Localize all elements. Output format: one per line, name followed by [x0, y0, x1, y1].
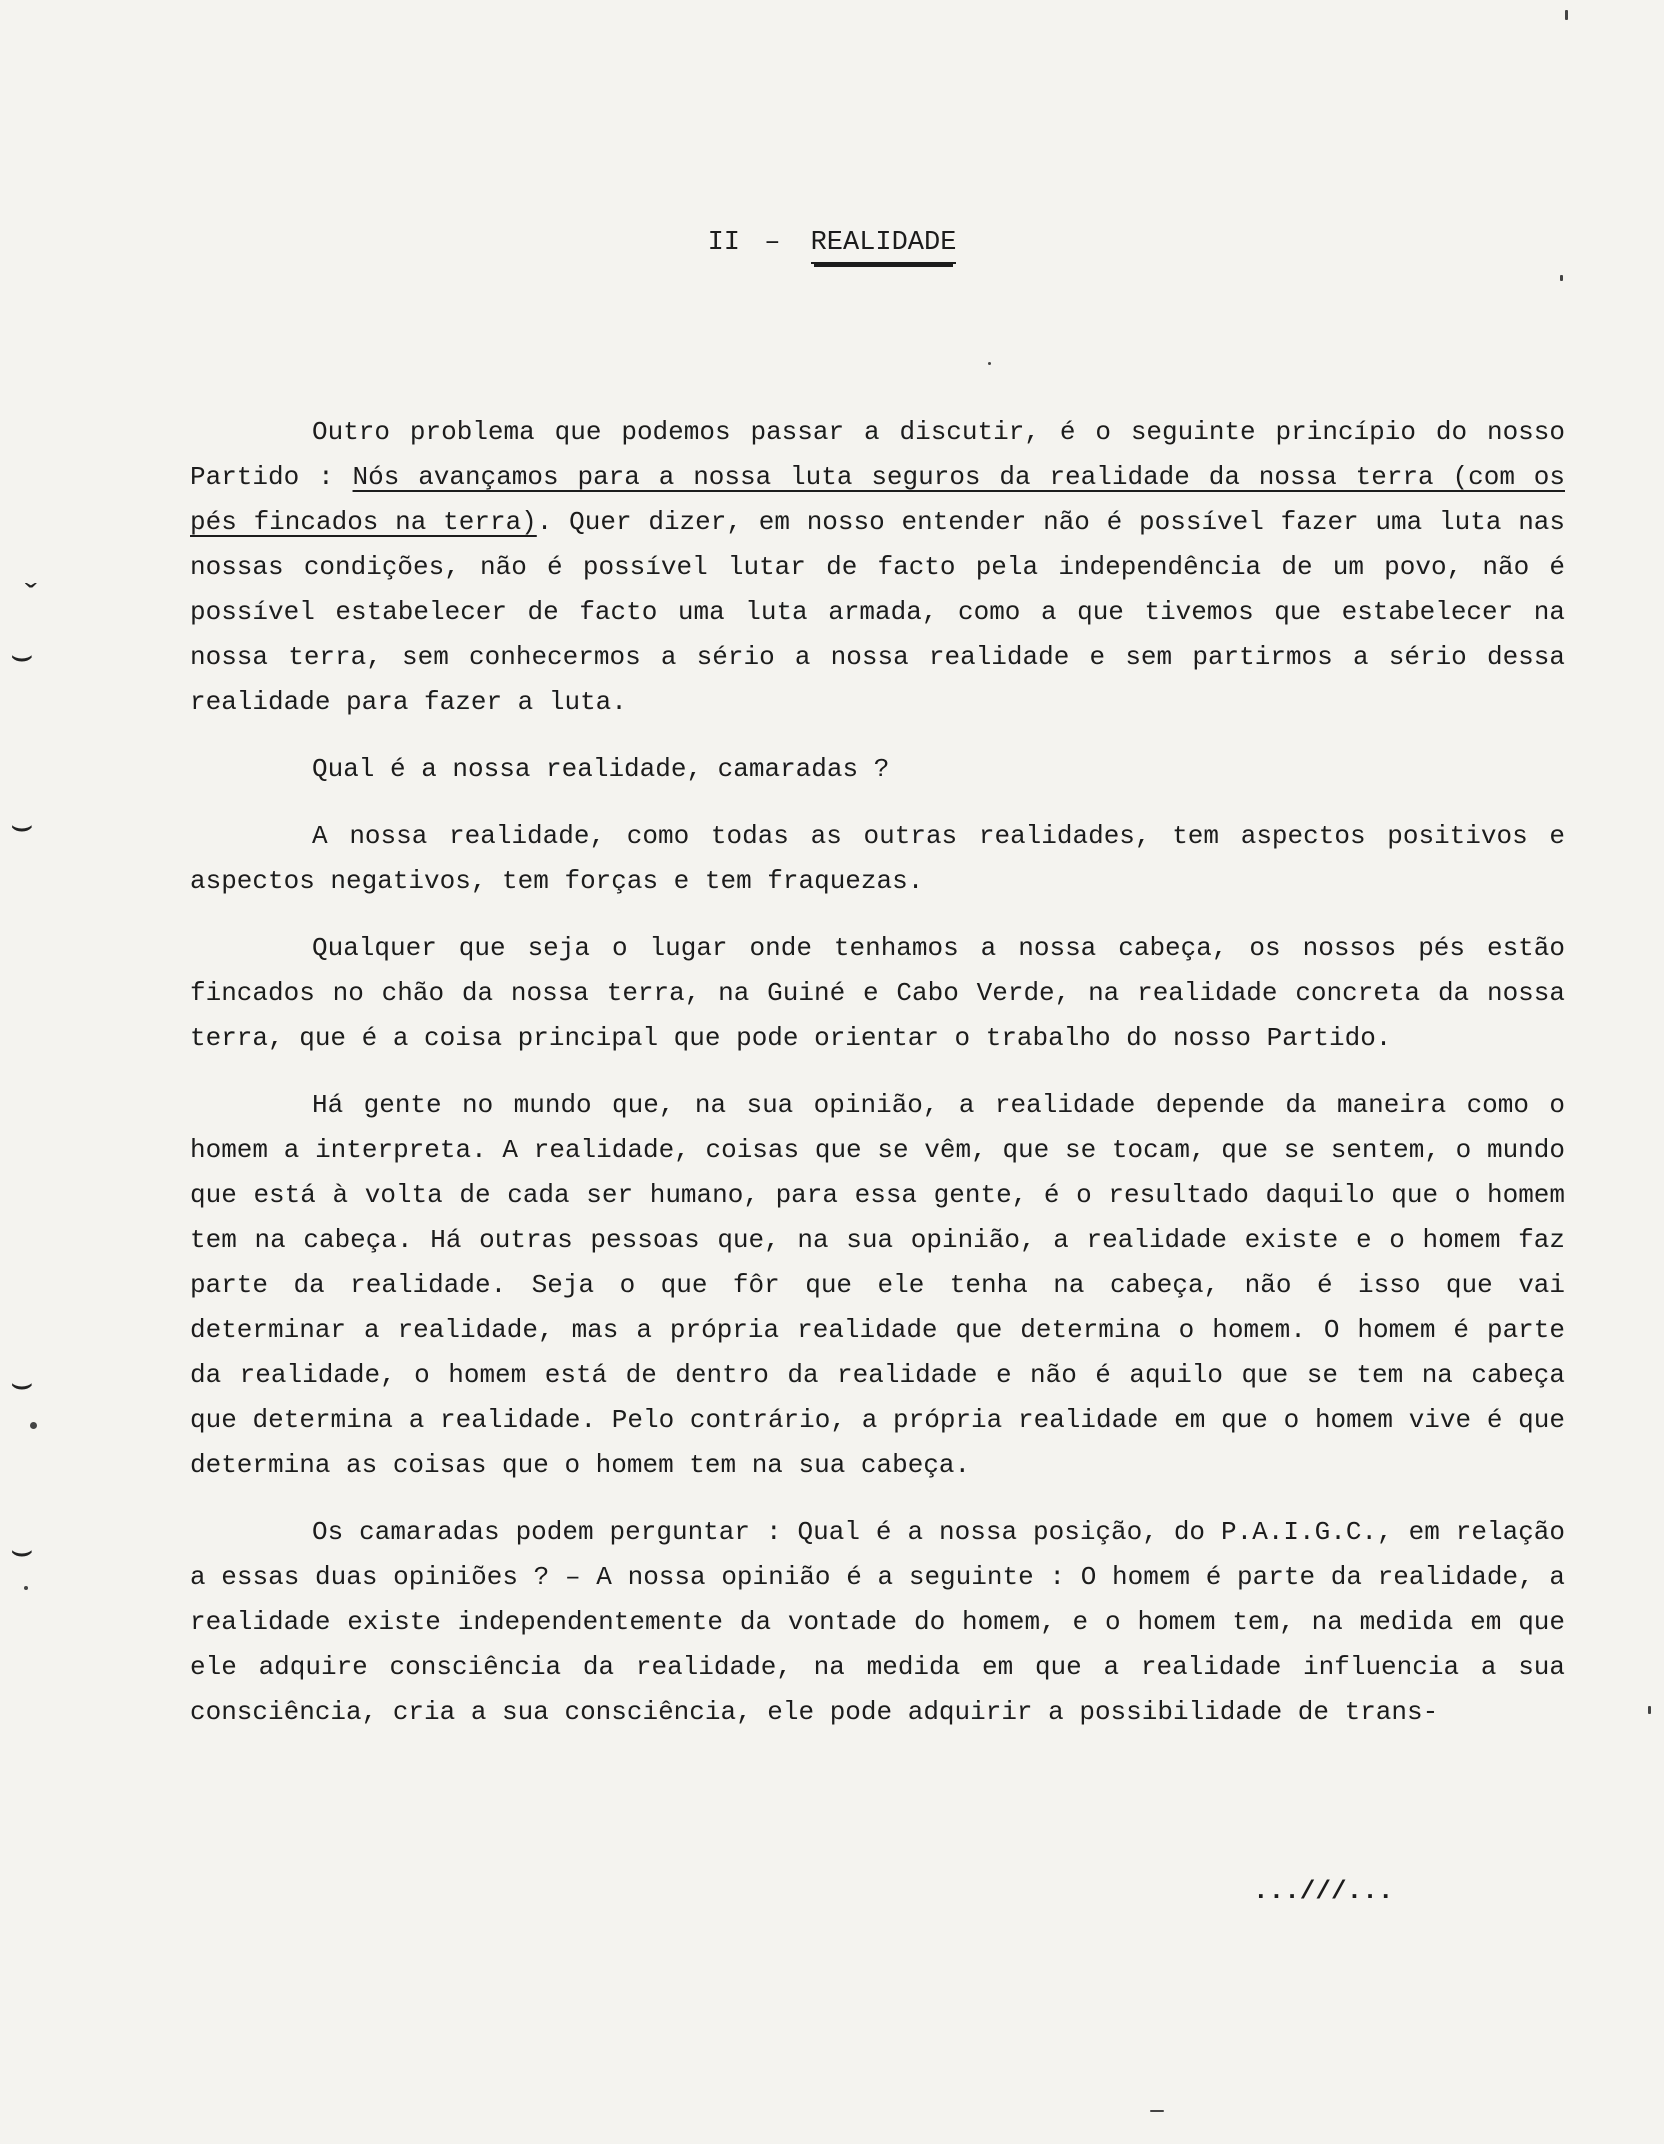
punch-mark-icon: ⌣	[10, 807, 34, 848]
punch-mark-icon: ⌣	[10, 1532, 34, 1573]
margin-speck: ˇ	[20, 579, 42, 620]
paragraph-intro: Outro problema que podemos passar a discutir, é o seguinte princípio do nosso Partido :	[190, 417, 1565, 492]
underlined-principle: Nós avançamos para a nossa luta seguros da realidade da nossa terra (com os pés fincados na terra)	[190, 462, 1565, 537]
page-speck	[1150, 2110, 1164, 2112]
page-speck	[1560, 275, 1563, 281]
paragraph-party-position: Os camaradas podem perguntar : Qual é a nossa posição, do P.A.I.G.C., em relação a essas duas opiniões ? – A nossa opinião é a seguinte : O homem é parte da realidade, a realidade existe independentemente da vontade do homem, e o homem tem, na medida em que ele adquire consciência da realidade, na medida em que a realidade influencia a sua consciência, cria a sua consciência, ele pode adquirir a possibilidade de trans-	[190, 1517, 1565, 1727]
margin-dot	[30, 1422, 37, 1429]
continuation-mark: ...///...	[1253, 1876, 1394, 1906]
page-speck	[1648, 1706, 1651, 1714]
section-heading	[0, 228, 1664, 264]
paragraph-aspects: A nossa realidade, como todas as outras realidades, tem aspectos positivos e aspectos negativos, tem forças e tem fraquezas.	[190, 821, 1565, 896]
margin-dot	[24, 1586, 28, 1590]
paragraph-principle	[190, 410, 1565, 725]
section-number: II	[707, 228, 740, 258]
heading-dash: –	[764, 228, 781, 258]
page-speck	[988, 362, 991, 365]
punch-mark-icon: ⌣	[10, 1365, 34, 1406]
section-title: REALIDADE	[811, 228, 957, 264]
paragraph-continuation: . Quer dizer, em nosso entender não é possível fazer uma luta nas nossas condições, não é possível lutar de facto pela independência de um povo, não é possível estabelecer de facto uma luta armada, como a que tivemos que estabelecer na nossa terra, sem conhecermos a sério a nossa realidade e sem partirmos a sério dessa realidade para fazer a luta.	[190, 507, 1565, 717]
punch-mark-icon: ⌣	[10, 637, 34, 678]
document-body	[190, 410, 1565, 1735]
paragraph-feet-on-ground: Qualquer que seja o lugar onde tenhamos a nossa cabeça, os nossos pés estão fincados no chão da nossa terra, na Guiné e Cabo Verde, na realidade concreta da nossa terra, que é a coisa principal que pode orientar o trabalho do nosso Partido.	[190, 933, 1565, 1053]
paragraph-two-views: Há gente no mundo que, na sua opinião, a realidade depende da maneira como o homem a interpreta. A realidade, coisas que se vêm, que se tocam, que se sentem, o mundo que está à volta de cada ser humano, para essa gente, é o resultado daquilo que o homem tem na cabeça. Há outras pessoas que, na sua opinião, a realidade existe e o homem faz parte da realidade. Seja o que fôr que ele tenha na cabeça, não é isso que vai determinar a realidade, mas a própria realidade que determina o homem. O homem é parte da realidade, o homem está de dentro da realidade e não é aquilo que se tem na cabeça que determina a realidade. Pelo contrário, a própria realidade em que o homem vive é que determina as coisas que o homem tem na sua cabeça.	[190, 1090, 1565, 1480]
page-speck	[1565, 10, 1568, 20]
paragraph-question: Qual é a nossa realidade, camaradas ?	[312, 754, 890, 784]
